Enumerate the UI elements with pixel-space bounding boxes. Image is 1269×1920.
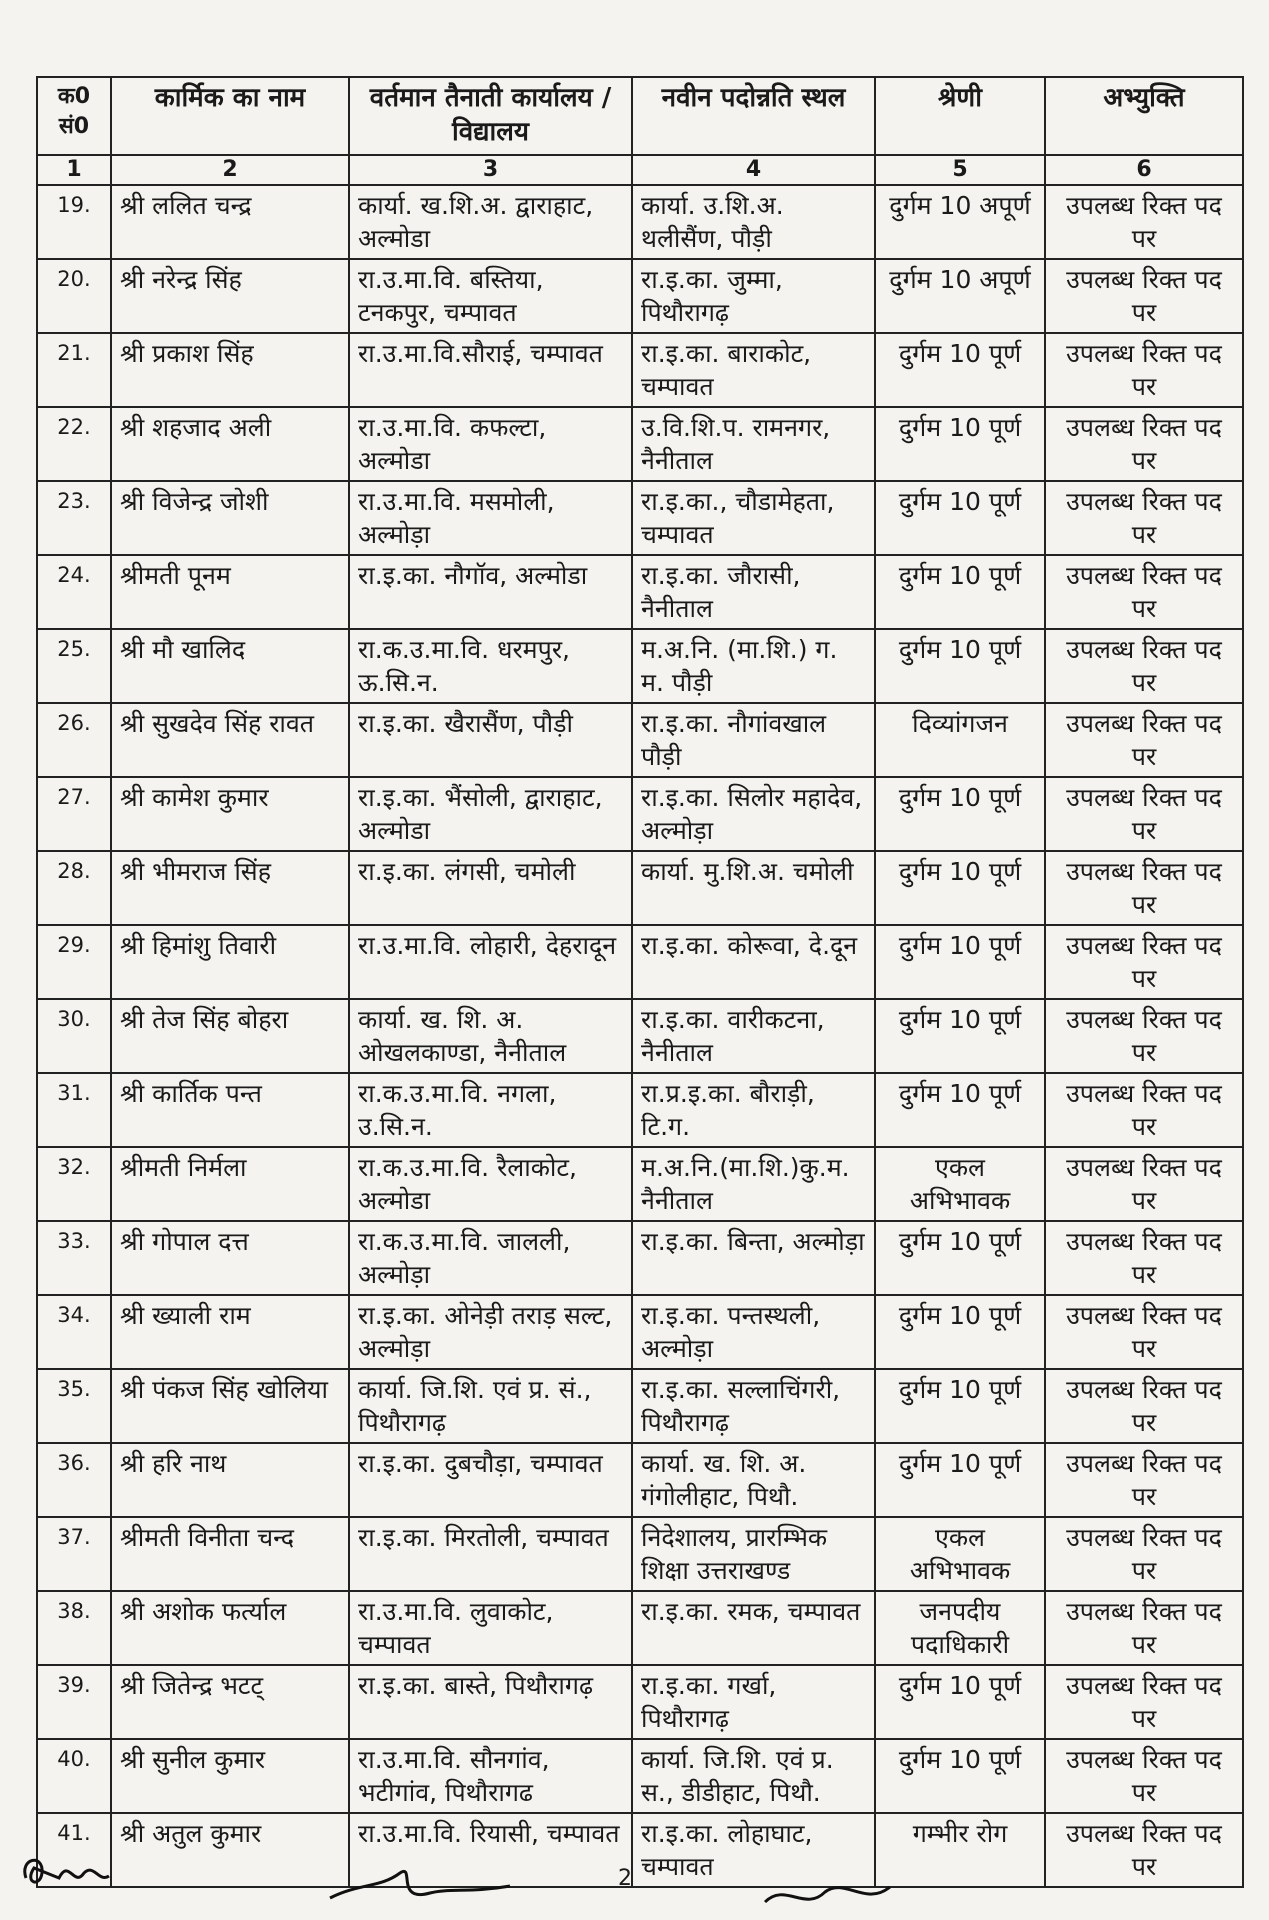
category-cell: दुर्गम 10 अपूर्ण (875, 259, 1045, 333)
table-row (37, 629, 1243, 703)
name-cell: श्री जितेन्द्र भटट् (111, 1665, 349, 1739)
current-posting-cell: रा.क.उ.मा.वि. रैलाकोट, अल्मोडा (349, 1147, 632, 1221)
remark-cell: उपलब्ध रिक्त पद पर (1045, 1369, 1243, 1443)
new-posting-cell: रा.इ.का. लोहाघाट, चम्पावत (632, 1813, 875, 1887)
current-posting-cell: रा.इ.का. खैरासैंण, पौड़ी (349, 703, 632, 777)
current-posting-cell: रा.उ.मा.वि. बस्तिया, टनकपुर, चम्पावत (349, 259, 632, 333)
remark-cell: उपलब्ध रिक्त पद पर (1045, 407, 1243, 481)
category-cell: एकल अभिभावक (875, 1147, 1045, 1221)
current-posting-cell: रा.उ.मा.वि. मसमोली, अल्मोड़ा (349, 481, 632, 555)
name-cell: श्रीमती पूनम (111, 555, 349, 629)
name-cell: श्री प्रकाश सिंह (111, 333, 349, 407)
table-row (37, 259, 1243, 333)
new-posting-cell: कार्या. उ.शि.अ. थलीसैंण, पौड़ी (632, 185, 875, 259)
serial-cell: 34. (37, 1295, 111, 1369)
remark-cell: उपलब्ध रिक्त पद पर (1045, 777, 1243, 851)
new-posting-cell: रा.इ.का. जुम्मा, पिथौरागढ़ (632, 259, 875, 333)
serial-cell: 26. (37, 703, 111, 777)
remark-cell: उपलब्ध रिक्त पद पर (1045, 1443, 1243, 1517)
serial-cell: 27. (37, 777, 111, 851)
remark-cell: उपलब्ध रिक्त पद पर (1045, 481, 1243, 555)
signature-mark (755, 1872, 895, 1918)
category-cell: दुर्गम 10 पूर्ण (875, 629, 1045, 703)
category-cell: दुर्गम 10 पूर्ण (875, 1221, 1045, 1295)
category-cell: दुर्गम 10 पूर्ण (875, 999, 1045, 1073)
new-posting-cell: म.अ.नि. (मा.शि.) ग. म. पौड़ी (632, 629, 875, 703)
remark-cell: उपलब्ध रिक्त पद पर (1045, 185, 1243, 259)
serial-cell: 41. (37, 1813, 111, 1887)
name-cell: श्री अशोक फर्त्याल (111, 1591, 349, 1665)
category-cell: दुर्गम 10 पूर्ण (875, 777, 1045, 851)
category-cell: दुर्गम 10 पूर्ण (875, 1665, 1045, 1739)
serial-cell: 29. (37, 925, 111, 999)
table-body (37, 185, 1243, 1887)
serial-cell: 40. (37, 1739, 111, 1813)
table-row (37, 1443, 1243, 1517)
current-posting-cell: रा.क.उ.मा.वि. धरमपुर, ऊ.सि.न. (349, 629, 632, 703)
table-row (37, 1591, 1243, 1665)
remark-cell: उपलब्ध रिक्त पद पर (1045, 333, 1243, 407)
table-row (37, 185, 1243, 259)
current-posting-cell: रा.इ.का. मिरतोली, चम्पावत (349, 1517, 632, 1591)
serial-cell: 19. (37, 185, 111, 259)
serial-cell: 28. (37, 851, 111, 925)
current-posting-cell: रा.उ.मा.वि. लोहारी, देहरादून (349, 925, 632, 999)
new-posting-cell: कार्या. ख. शि. अ. गंगोलीहाट, पिथौ. (632, 1443, 875, 1517)
category-cell: दुर्गम 10 पूर्ण (875, 1073, 1045, 1147)
category-cell: दुर्गम 10 अपूर्ण (875, 185, 1045, 259)
remark-cell: उपलब्ध रिक्त पद पर (1045, 1665, 1243, 1739)
name-cell: श्री भीमराज सिंह (111, 851, 349, 925)
name-cell: श्री मौ खालिद (111, 629, 349, 703)
serial-cell: 35. (37, 1369, 111, 1443)
category-cell: दुर्गम 10 पूर्ण (875, 1369, 1045, 1443)
table-row (37, 999, 1243, 1073)
new-posting-cell: रा.इ.का. सिलोर महादेव, अल्मोड़ा (632, 777, 875, 851)
serial-cell: 20. (37, 259, 111, 333)
header-name: कार्मिक का नाम (111, 77, 349, 155)
name-cell: श्री सुनील कुमार (111, 1739, 349, 1813)
name-cell: श्री ख्याली राम (111, 1295, 349, 1369)
serial-cell: 36. (37, 1443, 111, 1517)
current-posting-cell: कार्या. ख. शि. अ. ओखलकाण्डा, नैनीताल (349, 999, 632, 1073)
serial-cell: 38. (37, 1591, 111, 1665)
new-posting-cell: रा.इ.का. पन्तस्थली, अल्मोड़ा (632, 1295, 875, 1369)
table-row (37, 703, 1243, 777)
name-cell: श्री हिमांशु तिवारी (111, 925, 349, 999)
new-posting-cell: रा.प्र.इ.का. बौराड़ी, टि.ग. (632, 1073, 875, 1147)
current-posting-cell: रा.उ.मा.वि. लुवाकोट, चम्पावत (349, 1591, 632, 1665)
current-posting-cell: कार्या. जि.शि. एवं प्र. सं., पिथौरागढ़ (349, 1369, 632, 1443)
table-row (37, 1665, 1243, 1739)
current-posting-cell: रा.क.उ.मा.वि. जालली, अल्मोड़ा (349, 1221, 632, 1295)
serial-cell: 23. (37, 481, 111, 555)
remark-cell: उपलब्ध रिक्त पद पर (1045, 925, 1243, 999)
name-cell: श्री विजेन्द्र जोशी (111, 481, 349, 555)
new-posting-cell: निदेशालय, प्रारम्भिक शिक्षा उत्तराखण्ड (632, 1517, 875, 1591)
column-number: 5 (875, 155, 1045, 185)
name-cell: श्री नरेन्द्र सिंह (111, 259, 349, 333)
name-cell: श्री कामेश कुमार (111, 777, 349, 851)
column-number: 4 (632, 155, 875, 185)
new-posting-cell: कार्या. मु.शि.अ. चमोली (632, 851, 875, 925)
new-posting-cell: रा.इ.का. सल्लाचिंगरी, पिथौरागढ़ (632, 1369, 875, 1443)
serial-cell: 33. (37, 1221, 111, 1295)
category-cell: दुर्गम 10 पूर्ण (875, 407, 1045, 481)
page-number: 2 (618, 1866, 632, 1891)
signature-mark (14, 1838, 124, 1908)
serial-cell: 30. (37, 999, 111, 1073)
category-cell: दिव्यांगजन (875, 703, 1045, 777)
new-posting-cell: रा.इ.का., चौडामेहता, चम्पावत (632, 481, 875, 555)
column-number: 2 (111, 155, 349, 185)
name-cell: श्री सुखदेव सिंह रावत (111, 703, 349, 777)
serial-cell: 37. (37, 1517, 111, 1591)
category-cell: जनपदीय पदाधिकारी (875, 1591, 1045, 1665)
name-cell: श्री हरि नाथ (111, 1443, 349, 1517)
table-row (37, 555, 1243, 629)
category-cell: दुर्गम 10 पूर्ण (875, 851, 1045, 925)
table-row (37, 1295, 1243, 1369)
remark-cell: उपलब्ध रिक्त पद पर (1045, 1221, 1243, 1295)
remark-cell: उपलब्ध रिक्त पद पर (1045, 703, 1243, 777)
category-cell: दुर्गम 10 पूर्ण (875, 925, 1045, 999)
table-row (37, 1369, 1243, 1443)
serial-cell: 24. (37, 555, 111, 629)
new-posting-cell: उ.वि.शि.प. रामनगर, नैनीताल (632, 407, 875, 481)
table-row (37, 481, 1243, 555)
remark-cell: उपलब्ध रिक्त पद पर (1045, 1739, 1243, 1813)
name-cell: श्री तेज सिंह बोहरा (111, 999, 349, 1073)
table-row (37, 925, 1243, 999)
current-posting-cell: रा.उ.मा.वि.सौराई, चम्पावत (349, 333, 632, 407)
name-cell: श्री कार्तिक पन्त (111, 1073, 349, 1147)
serial-cell: 25. (37, 629, 111, 703)
remark-cell: उपलब्ध रिक्त पद पर (1045, 555, 1243, 629)
serial-cell: 39. (37, 1665, 111, 1739)
current-posting-cell: रा.उ.मा.वि. कफल्टा, अल्मोडा (349, 407, 632, 481)
category-cell: दुर्गम 10 पूर्ण (875, 1295, 1045, 1369)
current-posting-cell: रा.इ.का. नौगॉव, अल्मोडा (349, 555, 632, 629)
name-cell: श्रीमती विनीता चन्द (111, 1517, 349, 1591)
header-serial: क0 सं0 (37, 77, 111, 155)
signature-mark (320, 1848, 520, 1918)
category-cell: गम्भीर रोग (875, 1813, 1045, 1887)
promotion-table (36, 76, 1244, 1888)
new-posting-cell: रा.इ.का. बिन्ता, अल्मोड़ा (632, 1221, 875, 1295)
remark-cell: उपलब्ध रिक्त पद पर (1045, 1813, 1243, 1887)
table-row (37, 1221, 1243, 1295)
remark-cell: उपलब्ध रिक्त पद पर (1045, 1517, 1243, 1591)
serial-cell: 21. (37, 333, 111, 407)
header-remark: अभ्युक्ति (1045, 77, 1243, 155)
category-cell: दुर्गम 10 पूर्ण (875, 555, 1045, 629)
new-posting-cell: रा.इ.का. नौगांवखाल पौड़ी (632, 703, 875, 777)
new-posting-cell: म.अ.नि.(मा.शि.)कु.म. नैनीताल (632, 1147, 875, 1221)
category-cell: दुर्गम 10 पूर्ण (875, 1443, 1045, 1517)
new-posting-cell: रा.इ.का. गर्खा, पिथौरागढ़ (632, 1665, 875, 1739)
serial-cell: 22. (37, 407, 111, 481)
column-number: 6 (1045, 155, 1243, 185)
category-cell: दुर्गम 10 पूर्ण (875, 1739, 1045, 1813)
current-posting-cell: रा.उ.मा.वि. सौनगांव, भटीगांव, पिथौरागढ (349, 1739, 632, 1813)
category-cell: दुर्गम 10 पूर्ण (875, 481, 1045, 555)
current-posting-cell: रा.उ.मा.वि. रियासी, चम्पावत (349, 1813, 632, 1887)
current-posting-cell: रा.इ.का. लंगसी, चमोली (349, 851, 632, 925)
table-row (37, 333, 1243, 407)
table-row (37, 777, 1243, 851)
current-posting-cell: रा.इ.का. दुबचौड़ा, चम्पावत (349, 1443, 632, 1517)
table-row (37, 1517, 1243, 1591)
current-posting-cell: रा.इ.का. भैंसोली, द्वाराहाट, अल्मोडा (349, 777, 632, 851)
table-row (37, 407, 1243, 481)
table-row (37, 1147, 1243, 1221)
header-new-posting: नवीन पदोन्नति स्थल (632, 77, 875, 155)
name-cell: श्री अतुल कुमार (111, 1813, 349, 1887)
current-posting-cell: रा.क.उ.मा.वि. नगला, उ.सि.न. (349, 1073, 632, 1147)
new-posting-cell: कार्या. जि.शि. एवं प्र. स., डीडीहाट, पिथौ. (632, 1739, 875, 1813)
table-row (37, 1739, 1243, 1813)
new-posting-cell: रा.इ.का. रमक, चम्पावत (632, 1591, 875, 1665)
column-number: 3 (349, 155, 632, 185)
remark-cell: उपलब्ध रिक्त पद पर (1045, 259, 1243, 333)
new-posting-cell: रा.इ.का. वारीकटना, नैनीताल (632, 999, 875, 1073)
table-row (37, 1813, 1243, 1887)
name-cell: श्री ललित चन्द्र (111, 185, 349, 259)
remark-cell: उपलब्ध रिक्त पद पर (1045, 1147, 1243, 1221)
current-posting-cell: रा.इ.का. बास्ते, पिथौरागढ़ (349, 1665, 632, 1739)
column-number-row (37, 155, 1243, 185)
column-number: 1 (37, 155, 111, 185)
remark-cell: उपलब्ध रिक्त पद पर (1045, 999, 1243, 1073)
name-cell: श्रीमती निर्मला (111, 1147, 349, 1221)
category-cell: दुर्गम 10 पूर्ण (875, 333, 1045, 407)
remark-cell: उपलब्ध रिक्त पद पर (1045, 1591, 1243, 1665)
category-cell: एकल अभिभावक (875, 1517, 1045, 1591)
header-current-posting: वर्तमान तैनाती कार्यालय / विद्यालय (349, 77, 632, 155)
table-row (37, 1073, 1243, 1147)
table-row (37, 851, 1243, 925)
name-cell: श्री गोपाल दत्त (111, 1221, 349, 1295)
name-cell: श्री पंकज सिंह खोलिया (111, 1369, 349, 1443)
serial-cell: 32. (37, 1147, 111, 1221)
name-cell: श्री शहजाद अली (111, 407, 349, 481)
new-posting-cell: रा.इ.का. जौरासी, नैनीताल (632, 555, 875, 629)
new-posting-cell: रा.इ.का. कोरूवा, दे.दून (632, 925, 875, 999)
remark-cell: उपलब्ध रिक्त पद पर (1045, 1073, 1243, 1147)
remark-cell: उपलब्ध रिक्त पद पर (1045, 629, 1243, 703)
remark-cell: उपलब्ध रिक्त पद पर (1045, 851, 1243, 925)
current-posting-cell: कार्या. ख.शि.अ. द्वाराहाट, अल्मोडा (349, 185, 632, 259)
new-posting-cell: रा.इ.का. बाराकोट, चम्पावत (632, 333, 875, 407)
header-row (37, 77, 1243, 155)
current-posting-cell: रा.इ.का. ओनेड़ी तराड़ सल्ट, अल्मोड़ा (349, 1295, 632, 1369)
remark-cell: उपलब्ध रिक्त पद पर (1045, 1295, 1243, 1369)
header-category: श्रेणी (875, 77, 1045, 155)
serial-cell: 31. (37, 1073, 111, 1147)
